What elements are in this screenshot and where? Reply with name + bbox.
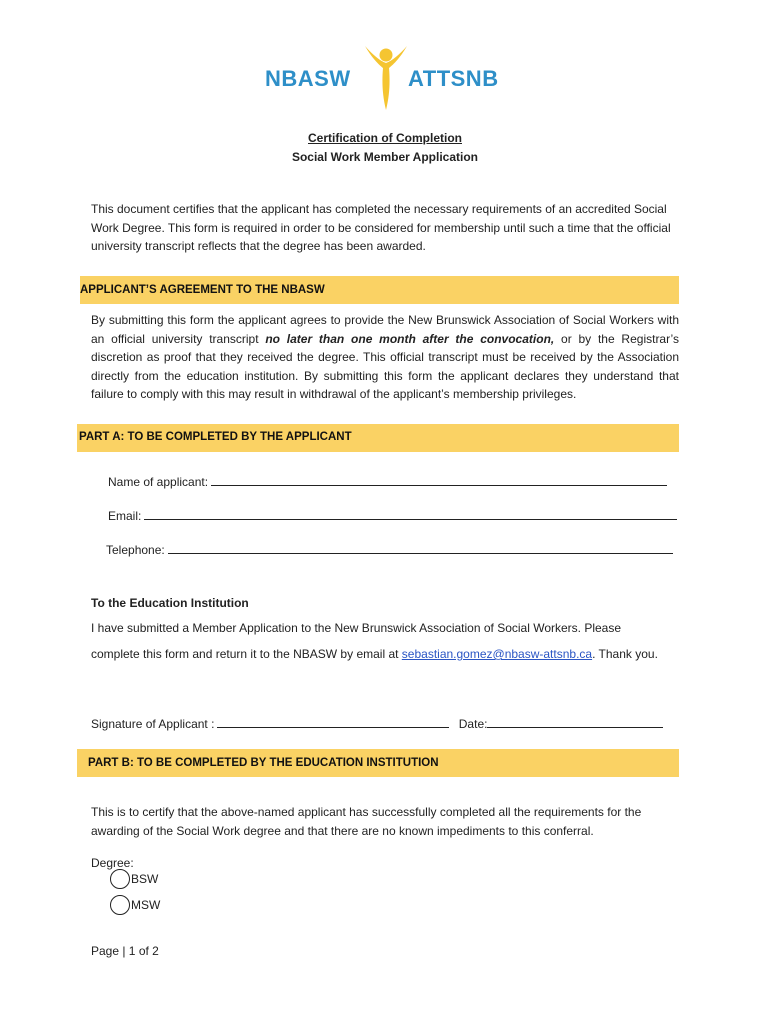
logo-left-text: NBASW xyxy=(265,66,351,91)
agreement-paragraph xyxy=(91,311,679,404)
radio-circle-icon[interactable] xyxy=(110,895,130,915)
institution-email-link[interactable]: sebastian.gomez@nbasw-attsnb.ca xyxy=(401,647,593,661)
person-figure-icon xyxy=(362,44,410,114)
telephone-label: Telephone: xyxy=(106,543,165,557)
degree-option-bsw[interactable] xyxy=(110,869,158,889)
agreement-heading: APPLICANT’S AGREEMENT TO THE NBASW xyxy=(80,276,679,304)
degree-option-label: BSW xyxy=(131,872,159,886)
radio-circle-icon[interactable] xyxy=(110,869,130,889)
certify-paragraph: This is to certify that the above-named applicant has successfully completed all the requirements for the awarding of the Social Work degree and that there are no known impediments to this conferral. xyxy=(91,805,642,838)
institution-heading: To the Education Institution xyxy=(91,596,249,610)
name-field-row xyxy=(108,474,667,489)
name-input-line[interactable] xyxy=(211,474,667,486)
page-number: Page | 1 of 2 xyxy=(91,944,159,958)
institution-line-2-before: complete this form and return it to the NBASW by email at xyxy=(91,647,402,661)
date-input-line[interactable] xyxy=(487,716,663,728)
degree-option-label: MSW xyxy=(131,898,161,912)
part-a-heading: PART A: TO BE COMPLETED BY THE APPLICANT xyxy=(77,424,679,452)
document-subtitle: Social Work Member Application xyxy=(291,150,479,164)
logo-right-text: ATTSNB xyxy=(408,66,499,91)
signature-label: Signature of Applicant : xyxy=(91,717,215,731)
agreement-emphasis: no later than one month after the convocation, xyxy=(265,331,555,346)
logo xyxy=(262,44,512,114)
institution-line-2-after: . Thank you. xyxy=(592,647,658,661)
part-b-heading: PART B: TO BE COMPLETED BY THE EDUCATION INSTITUTION xyxy=(77,749,679,777)
institution-line-1: I have submitted a Member Application to the New Brunswick Association of Social Workers. Please xyxy=(91,621,622,635)
signature-input-line[interactable] xyxy=(217,716,449,728)
agreement-text-before: By submitting this form the applicant agrees to provide the New Brunswick Association of Social Workers with an official university transcript xyxy=(91,313,679,346)
institution-line-2 xyxy=(91,647,658,661)
email-input-line[interactable] xyxy=(144,508,677,520)
date-label: Date: xyxy=(458,717,488,731)
name-label: Name of applicant: xyxy=(108,475,209,489)
email-field-row xyxy=(108,508,677,523)
email-label: Email: xyxy=(108,509,142,523)
intro-paragraph: This document certifies that the applicant has completed the necessary requirements of an accredited Social Work Degree. This form is required in order to be considered for membership until such a time that the official university transcript reflects that the degree has been awarded. xyxy=(91,202,671,253)
signature-row xyxy=(91,716,663,731)
degree-option-msw[interactable] xyxy=(110,895,160,915)
agreement-text-after: or by the Registrar’s discretion as proof that they received the degree. This official transcript must be received by the Association directly from the education institution. By submitting this form the applicant declares they understand that failure to comply with this may result in withdrawal of the applicant’s membership privileges. xyxy=(91,331,679,401)
telephone-field-row xyxy=(106,542,673,557)
degree-label: Degree: xyxy=(91,856,134,870)
telephone-input-line[interactable] xyxy=(168,542,673,554)
document-title: Certification of Completion xyxy=(308,131,462,145)
